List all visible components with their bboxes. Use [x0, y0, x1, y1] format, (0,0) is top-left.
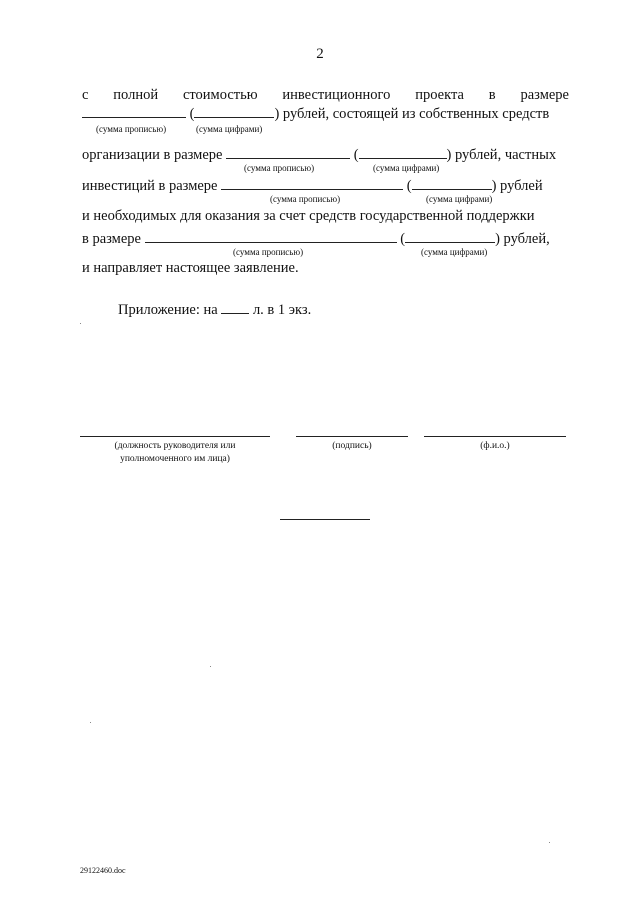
paragraph-line-5: и необходимых для оказания за счет средств государственной поддержки [82, 208, 535, 224]
paragraph-line-2: ( ) рублей, состоящей из собственных средств [82, 104, 569, 123]
appendix-pages-blank[interactable] [221, 300, 249, 314]
private-investment-digits-blank[interactable] [412, 176, 492, 190]
full-name-caption: (ф.и.о.) [480, 441, 510, 451]
state-support-words-blank[interactable] [145, 229, 397, 243]
end-of-document-rule [280, 519, 370, 520]
paragraph-line-7: и направляет настоящее заявление. [82, 260, 299, 276]
state-support-digits-blank[interactable] [405, 229, 495, 243]
hint-own-funds-digits: (сумма цифрами) [373, 163, 440, 173]
private-investment-words-blank[interactable] [221, 176, 403, 190]
hint-amount-digits: (сумма цифрами) [196, 124, 263, 134]
paragraph-line-3: организации в размере ( ) рублей, частных [82, 147, 557, 163]
position-caption: (должность руководителя или уполномоченного им лица) [114, 441, 236, 464]
paragraph-line-1 [82, 87, 569, 104]
appendix-label: Приложение: [118, 302, 200, 318]
word: в [488, 87, 496, 103]
hint-private-investment-words: (сумма прописью) [270, 194, 341, 204]
hint-state-support-words: (сумма прописью) [233, 247, 304, 257]
scan-speck [90, 722, 91, 723]
word: размере [520, 87, 569, 103]
page-number: 2 [316, 46, 324, 62]
scan-speck [80, 323, 81, 324]
amount-in-digits-blank[interactable] [194, 104, 274, 118]
own-funds-digits-blank[interactable] [359, 145, 447, 159]
full-name-line[interactable] [424, 436, 566, 437]
amount-in-words-blank[interactable] [82, 104, 186, 118]
sign-caption: (подпись) [332, 441, 372, 451]
hint-state-support-digits: (сумма цифрами) [421, 247, 488, 257]
scan-speck [210, 666, 211, 667]
own-funds-words-blank[interactable] [226, 145, 350, 159]
sign-line[interactable] [296, 436, 408, 437]
hint-amount-words: (сумма прописью) [96, 124, 167, 134]
paragraph-line-6: в размере ( ) рублей, [82, 231, 550, 247]
word: с [82, 87, 89, 103]
word: инвестиционного [282, 87, 391, 103]
word: стоимостью [182, 87, 258, 103]
word: проекта [415, 87, 464, 103]
word: полной [113, 87, 159, 103]
hint-private-investment-digits: (сумма цифрами) [426, 194, 493, 204]
document-code: 29122460.doc [80, 866, 126, 875]
position-signature-line[interactable] [80, 436, 270, 437]
paragraph-line-4: инвестиций в размере ( ) рублей [82, 178, 543, 194]
hint-own-funds-words: (сумма прописью) [244, 163, 315, 173]
scan-speck [549, 842, 550, 843]
appendix-line: Приложение: на л. в 1 экз. [118, 302, 312, 318]
